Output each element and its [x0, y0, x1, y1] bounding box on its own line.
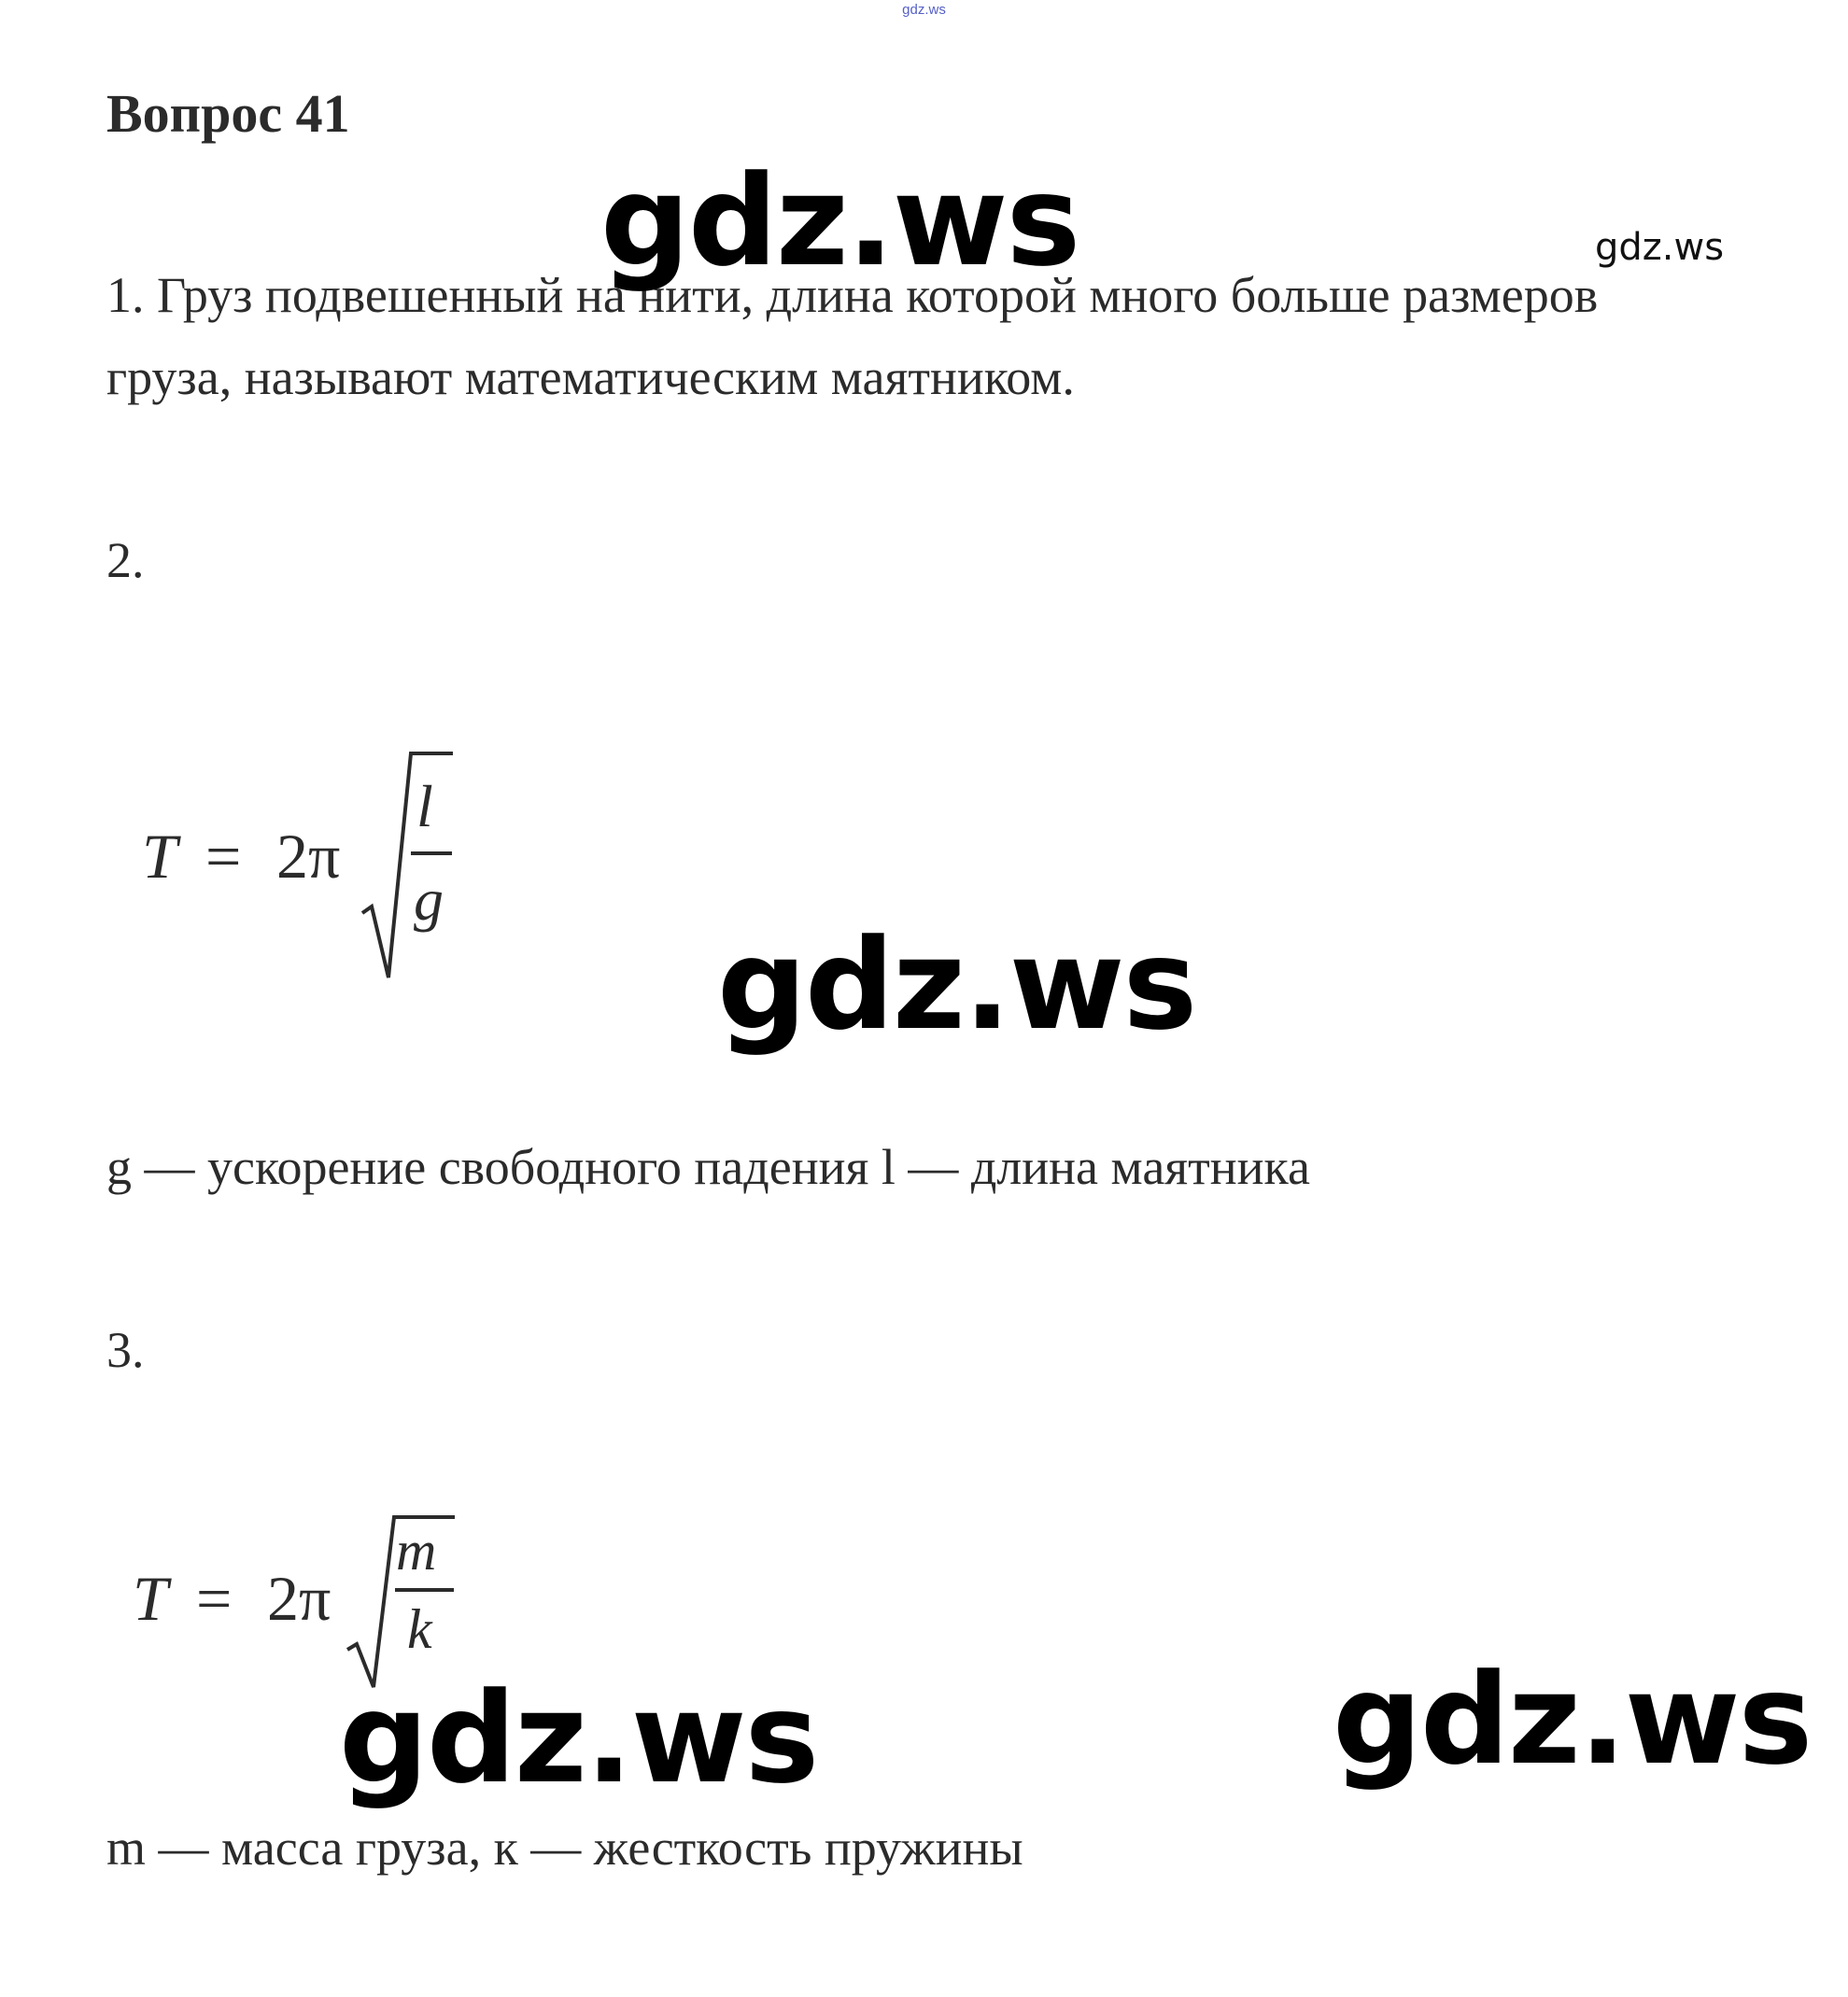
pendulum-period-formula — [140, 742, 495, 990]
top-watermark: gdz.ws — [902, 2, 946, 18]
formula-1-lhs: T — [142, 821, 177, 892]
formula-2-denominator: k — [407, 1598, 432, 1660]
formula-2-equals: = — [196, 1563, 233, 1634]
watermark-3: gdz.ws — [717, 912, 1196, 1058]
answer-item-3-number: 3. — [106, 1322, 145, 1378]
formula-1-denominator: g — [414, 866, 444, 933]
watermark-2: gdz.ws — [1595, 226, 1725, 269]
answer-item-2-definition: g — ускорение свободного падения l — длина маятника — [106, 1139, 1310, 1195]
formula-2-lhs: T — [133, 1563, 168, 1634]
answer-item-1-line-2: груза, называют математическим маятником. — [106, 349, 1075, 405]
watermark-1: gdz.ws — [600, 148, 1079, 294]
formula-1-numerator: l — [416, 773, 433, 839]
watermark-5: gdz.ws — [1333, 1647, 1812, 1793]
answer-item-1-line-1: 1. Груз подвешенный на нити, длина которой много больше размеров — [106, 267, 1599, 323]
answer-item-3-definition: m — масса груза, к — жесткость пружины — [106, 1820, 1023, 1876]
formula-1-equals: = — [205, 821, 242, 892]
watermark-4: gdz.ws — [339, 1666, 818, 1811]
formula-2-numerator: m — [396, 1520, 437, 1582]
answer-item-2-number: 2. — [106, 532, 145, 588]
formula-1-radical — [362, 753, 453, 977]
question-heading: Вопрос 41 — [106, 83, 350, 144]
formula-1-coefficient: 2π — [276, 821, 341, 892]
formula-2-coefficient: 2π — [267, 1563, 332, 1634]
